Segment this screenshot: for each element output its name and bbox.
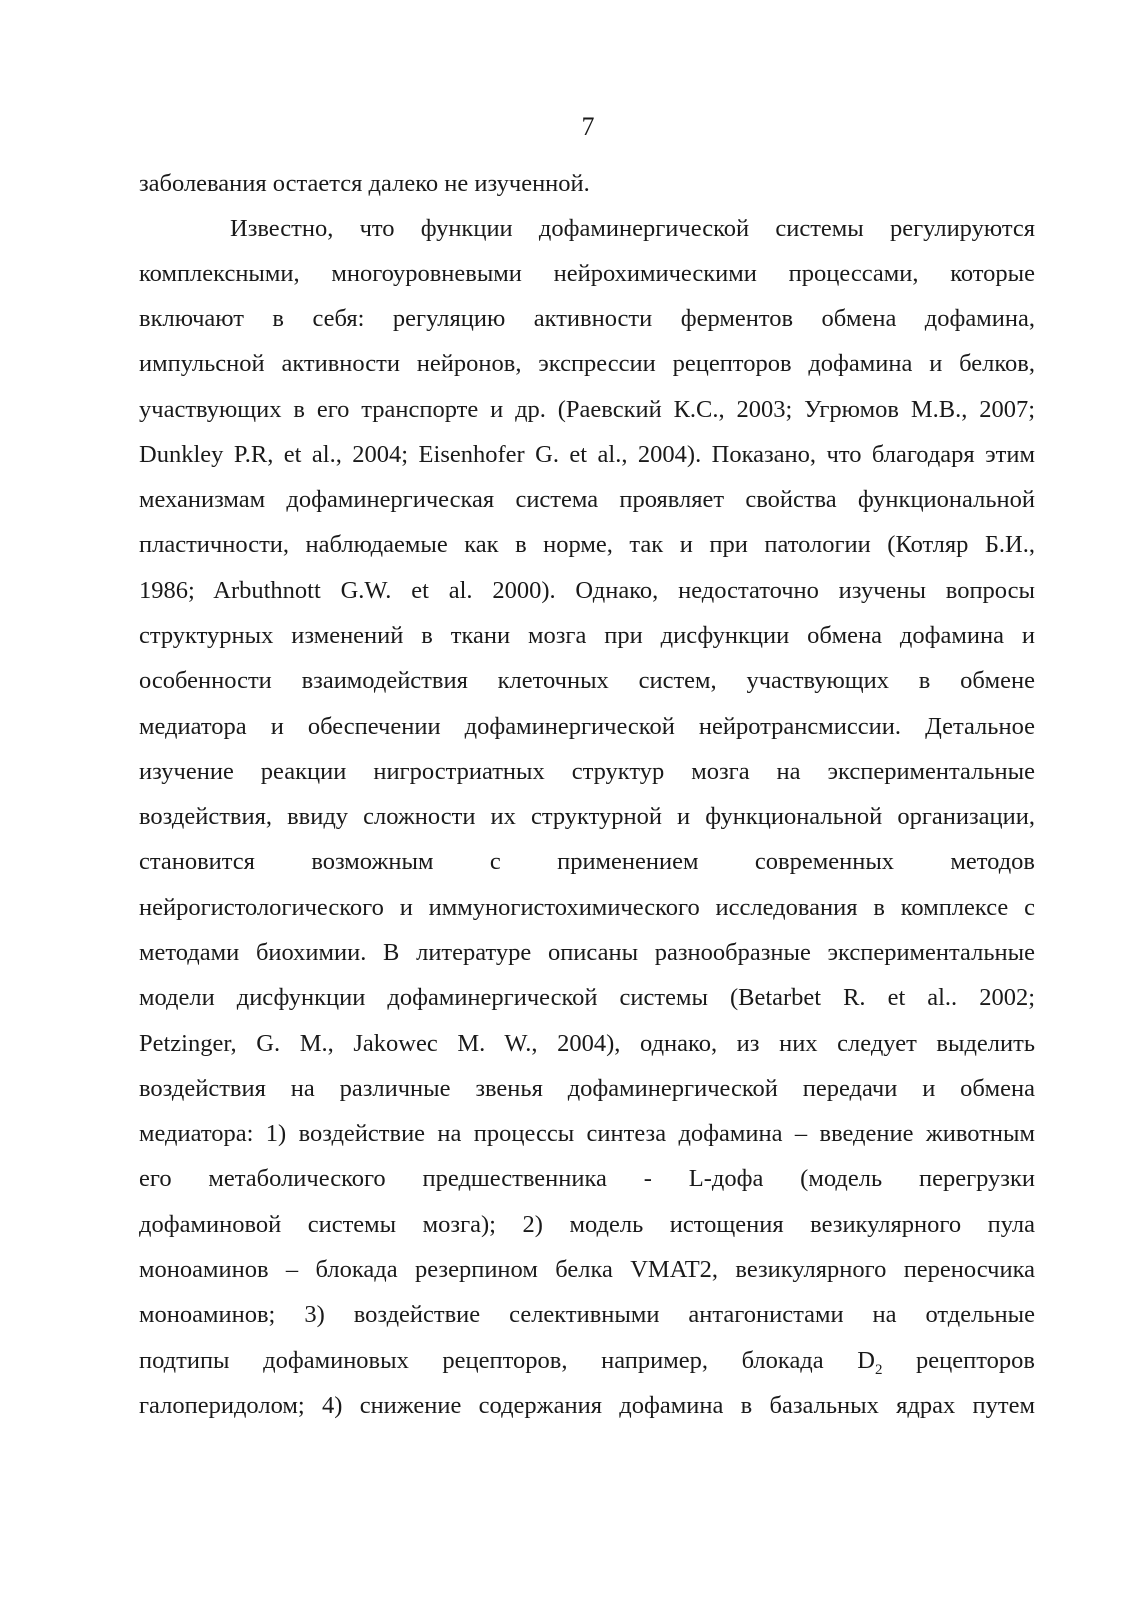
text-line: воздействия на различные звенья дофаминергической передачи и обмена (139, 1075, 1035, 1102)
text-line: его метаболического предшественника - L-дофа (модель перегрузки (139, 1165, 1035, 1192)
text-line: особенности взаимодействия клеточных систем, участвующих в обмене (139, 667, 1035, 694)
text-line: модели дисфункции дофаминергической системы (Betarbet R. et al.. 2002; (139, 984, 1035, 1011)
text-line: нейрогистологического и иммуногистохимического исследования в комплексе с (139, 894, 1035, 921)
text-line: моноаминов; 3) воздействие селективными антагонистами на отдельные (139, 1301, 1035, 1328)
text-line: включают в себя: регуляцию активности ферментов обмена дофамина, (139, 305, 1035, 332)
text-line: Dunkley P.R, et al., 2004; Eisenhofer G. et al., 2004). Показано, что благодаря этим (139, 441, 1035, 468)
text-line: Известно, что функции дофаминергической системы регулируются (230, 215, 1035, 242)
text-line: механизмам дофаминергическая система проявляет свойства функциональной (139, 486, 1035, 513)
text-line: становится возможным с применением современных методов (139, 848, 1035, 875)
subscript-2: 2 (874, 1361, 883, 1378)
text-line: воздействия, ввиду сложности их структурной и функциональной организации, (139, 803, 1035, 830)
text-line: моноаминов – блокада резерпином белка VMAT2, везикулярного переносчика (139, 1256, 1035, 1283)
text-line: 1986; Arbuthnott G.W. et al. 2000). Однако, недостаточно изучены вопросы (139, 577, 1035, 604)
text-line: дофаминовой системы мозга); 2) модель истощения везикулярного пула (139, 1211, 1035, 1238)
text-line: заболевания остается далеко не изученной. (139, 170, 590, 197)
text-line: методами биохимии. В литературе описаны разнообразные экспериментальные (139, 939, 1035, 966)
text-line (139, 1339, 1035, 1383)
text-line: медиатора и обеспечении дофаминергической нейротрансмиссии. Детальное (139, 713, 1035, 740)
text-line: структурных изменений в ткани мозга при дисфункции обмена дофамина и (139, 622, 1035, 649)
text-line: Petzinger, G. M., Jakowec M. W., 2004), однако, из них следует выделить (139, 1030, 1035, 1057)
text-segment: подтипы дофаминовых рецепторов, например, блокада D (139, 1347, 875, 1374)
text-line: пластичности, наблюдаемые как в норме, так и при патологии (Котляр Б.И., (139, 531, 1035, 558)
text-line: изучение реакции нигростриатных структур мозга на экспериментальные (139, 758, 1035, 785)
text-segment: рецепторов (882, 1347, 1035, 1374)
page-number: 7 (581, 112, 595, 141)
text-line: галоперидолом; 4) снижение содержания дофамина в базальных ядрах путем (139, 1392, 1035, 1419)
text-line: импульсной активности нейронов, экспрессии рецепторов дофамина и белков, (139, 350, 1035, 377)
text-line: комплексными, многоуровневыми нейрохимическими процессами, которые (139, 260, 1035, 287)
text-line: медиатора: 1) воздействие на процессы синтеза дофамина – введение животным (139, 1120, 1035, 1147)
text-line: участвующих в его транспорте и др. (Раевский К.С., 2003; Угрюмов М.В., 2007; (139, 396, 1035, 423)
